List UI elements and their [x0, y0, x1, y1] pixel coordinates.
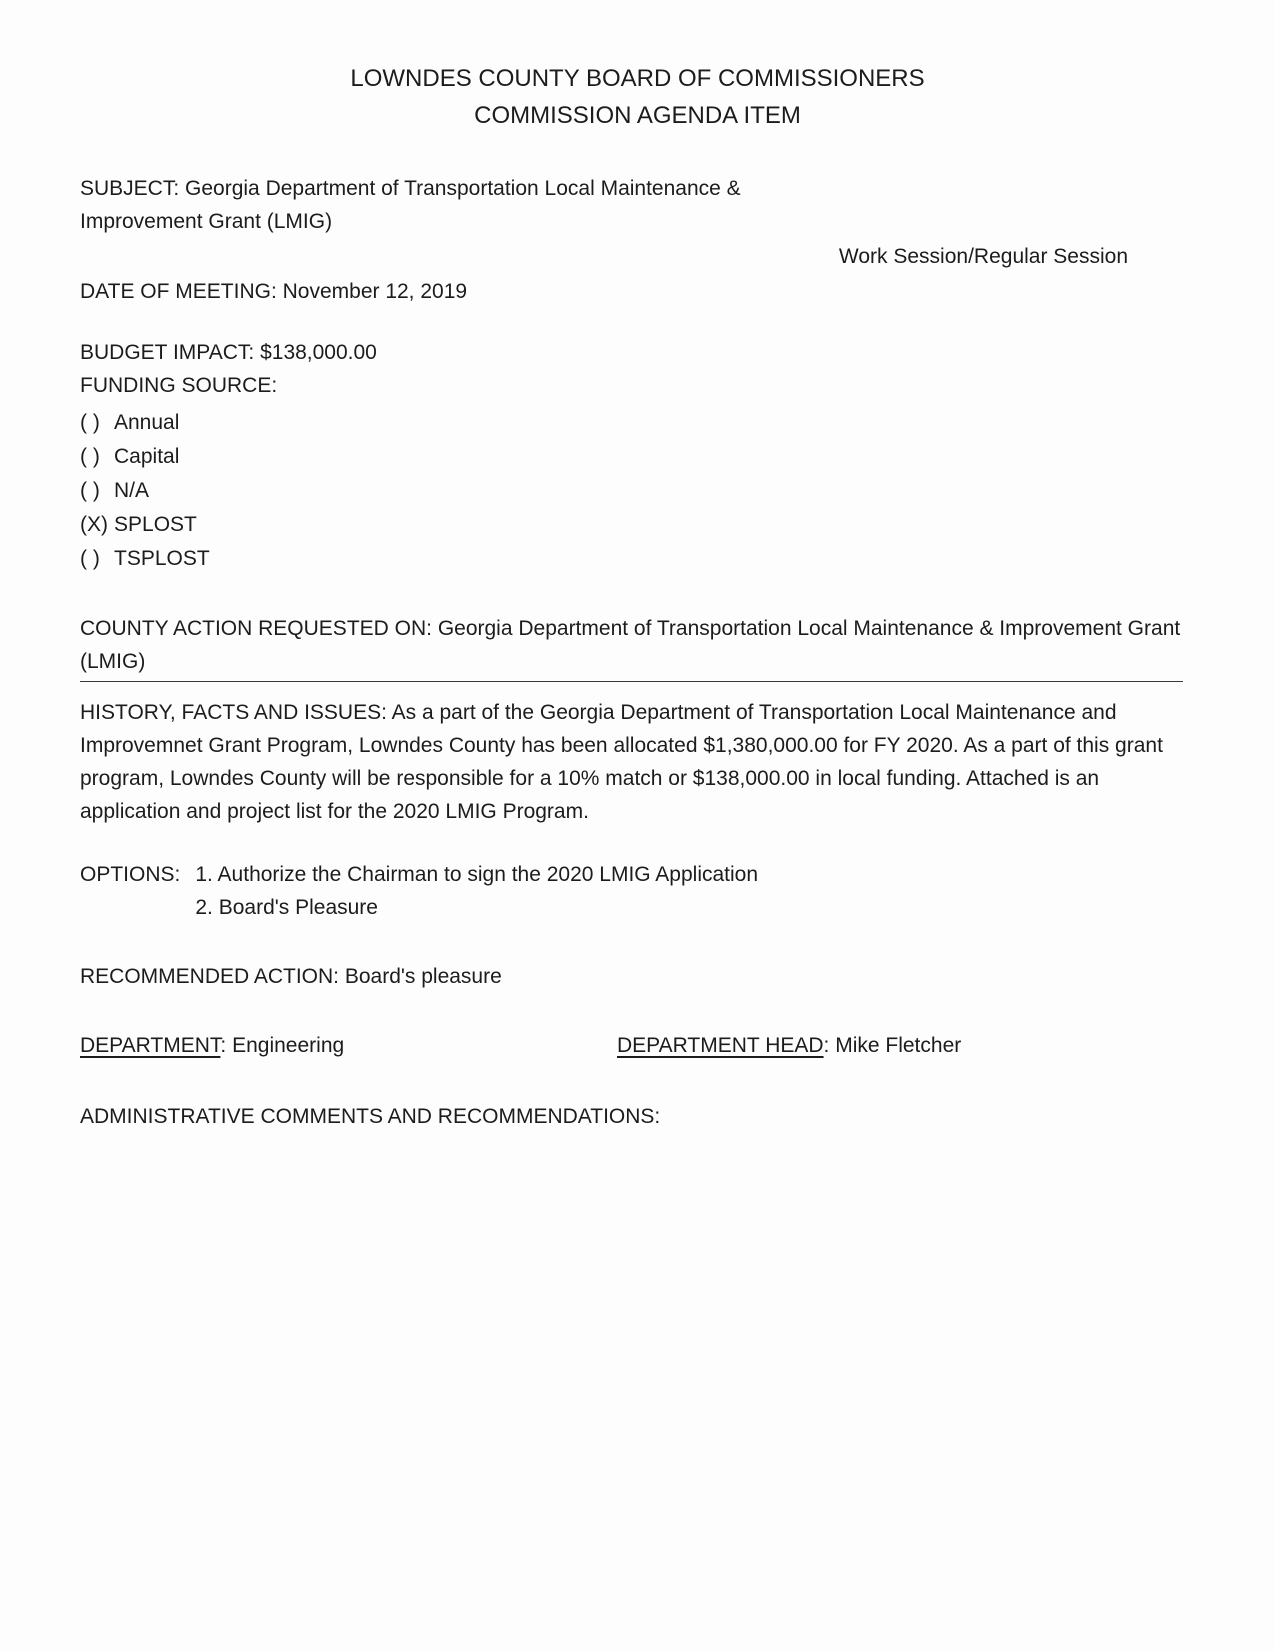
document-title-line1: LOWNDES COUNTY BOARD OF COMMISSIONERS: [350, 65, 925, 92]
date-of-meeting: DATE OF MEETING: November 12, 2019: [80, 280, 468, 303]
divider-line: [80, 681, 1183, 682]
department-field: [80, 1029, 617, 1062]
funding-option-annual-label: Annual: [114, 411, 180, 434]
options-list: [195, 858, 758, 924]
checkbox-na: ( ): [80, 479, 100, 502]
department-head-label: DEPARTMENT HEAD: [617, 1034, 824, 1057]
department-head-field: [617, 1029, 961, 1062]
session-type: Work Session/Regular Session: [838, 245, 1128, 268]
funding-source-options: [80, 406, 1183, 576]
funding-option-splost-label: SPLOST: [114, 513, 197, 536]
document-body: [80, 172, 1183, 1133]
checkbox-annual: ( ): [80, 411, 100, 434]
department-head-value: : Mike Fletcher: [823, 1034, 962, 1057]
document-title-line2: COMMISSION AGENDA ITEM: [474, 102, 801, 129]
department-row: [80, 1029, 1183, 1062]
document-header: [0, 60, 1275, 134]
funding-option-capital-label: Capital: [114, 445, 180, 468]
funding-source-label: FUNDING SOURCE:: [80, 374, 278, 397]
funding-option-tsplost: [80, 542, 1183, 576]
checkbox-splost-checked: (X): [80, 513, 108, 536]
history-facts-issues: HISTORY, FACTS AND ISSUES: As a part of the Georgia Department of Transportation Local Maintenance and Improvemnet Grant Program, Lowndes County has been allocated $1,380,000.00 for FY 2020. As a part of this grant program, Lowndes County will be responsible for a 10% match or $138,000.00 in local funding. Attached is an application and project list for the 2020 LMIG Program.: [80, 701, 1163, 823]
funding-option-na-label: N/A: [114, 479, 150, 502]
option-item-1: 1. Authorize the Chairman to sign the 2020 LMIG Application: [195, 863, 759, 886]
subject-line: SUBJECT: Georgia Department of Transportation Local Maintenance & Improvement Grant (LMIG): [80, 177, 741, 233]
checkbox-capital: ( ): [80, 445, 100, 468]
funding-option-tsplost-label: TSPLOST: [114, 547, 210, 570]
admin-comments-label: ADMINISTRATIVE COMMENTS AND RECOMMENDATIONS:: [80, 1105, 661, 1128]
option-item-2: 2. Board's Pleasure: [195, 896, 378, 919]
recommended-action: RECOMMENDED ACTION: Board's pleasure: [80, 965, 502, 988]
funding-option-splost: [80, 508, 1183, 542]
budget-impact: BUDGET IMPACT: $138,000.00: [80, 341, 377, 364]
funding-option-na: [80, 474, 1183, 508]
options-label: OPTIONS:: [80, 863, 181, 886]
department-label: DEPARTMENT: [80, 1034, 221, 1057]
funding-option-annual: [80, 406, 1183, 440]
options-section: [80, 858, 1183, 924]
funding-option-capital: [80, 440, 1183, 474]
county-action-requested: COUNTY ACTION REQUESTED ON: Georgia Department of Transportation Local Maintenance & Improvement Grant (LMIG): [80, 617, 1181, 673]
checkbox-tsplost: ( ): [80, 547, 100, 570]
department-value: : Engineering: [220, 1034, 345, 1057]
